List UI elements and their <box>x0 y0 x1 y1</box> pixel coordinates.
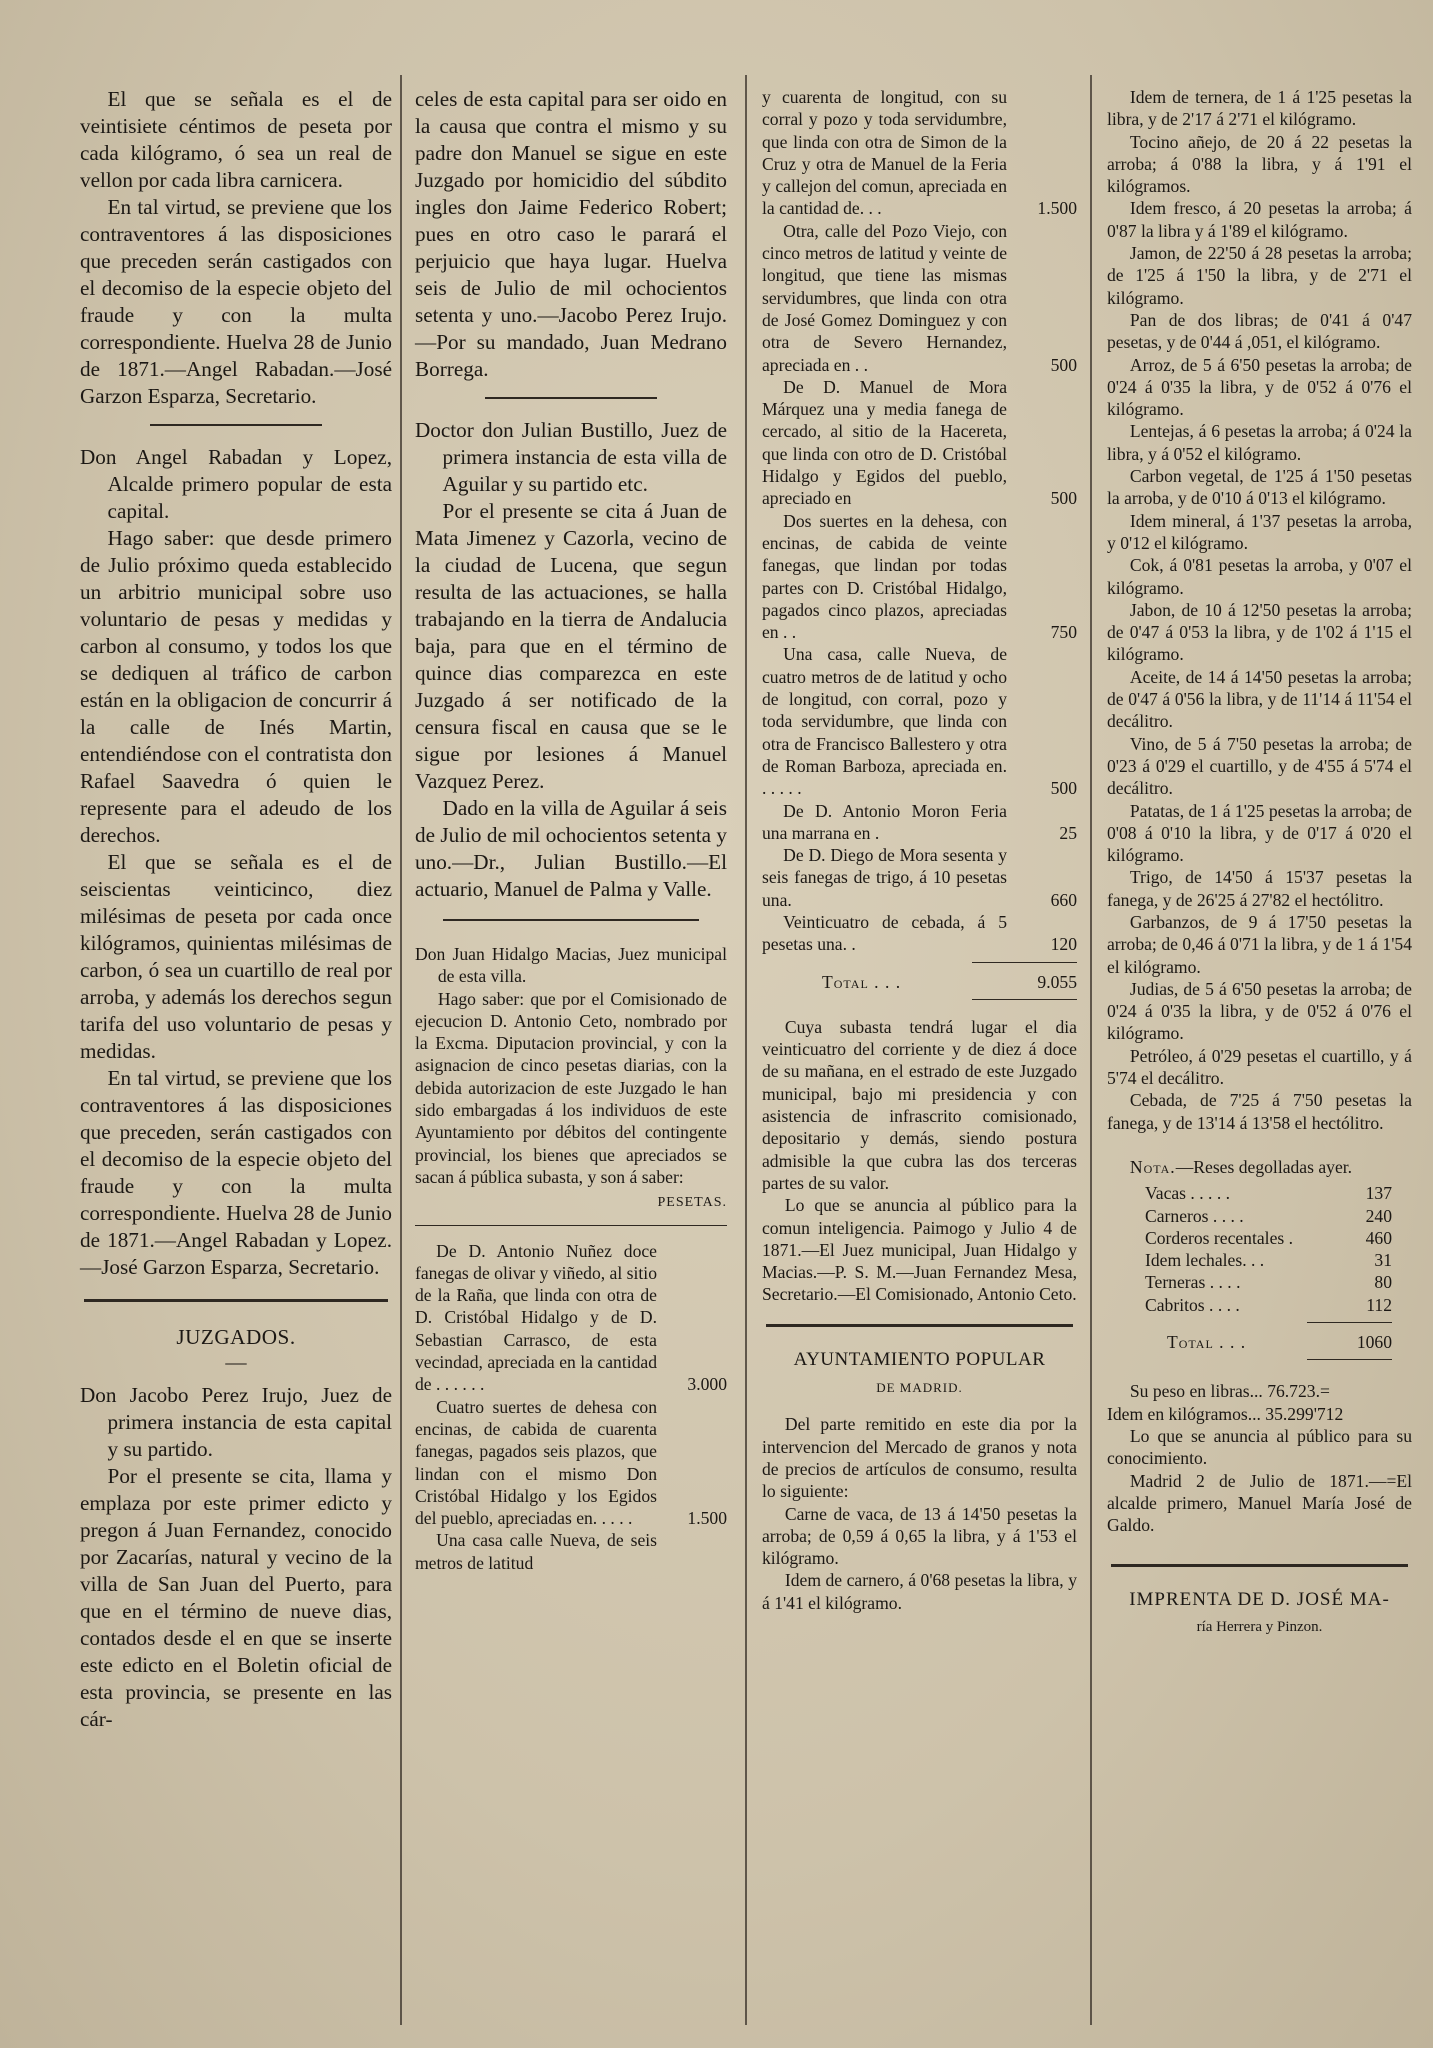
row-value: 240 <box>1365 1205 1392 1226</box>
list-item <box>415 1529 727 1574</box>
row-value: 80 <box>1374 1272 1392 1293</box>
item-amount: 750 <box>1050 622 1077 643</box>
section-divider <box>84 1299 388 1302</box>
heading-dash: — <box>225 1350 247 1374</box>
column-2 <box>415 86 727 1574</box>
list-item <box>762 220 1077 376</box>
price-item: Aceite, de 14 á 14'50 pesetas la arroba; de 0'47 á 0'56 la libra, y de 11'14 á 11'54 el decálitro. <box>1107 666 1412 732</box>
item-description: Una casa, calle Nueva, de cuatro metros de de latitud y ocho de longitud, con corral, pozo y toda servidumbre, que linda con otra de Francisco Ballestero y otra de Roman Barboza, apreciada en. . . . . . <box>762 644 1007 799</box>
price-item: Idem fresco, á 20 pesetas la arroba; á 0'87 la libra y á 1'89 el kilógramo. <box>1107 198 1412 241</box>
item-description: De D. Diego de Mora sesenta y seis fanegas de trigo, á 10 pesetas una. <box>762 845 1007 910</box>
total-value: 1060 <box>1356 1332 1392 1353</box>
table-row <box>1107 1205 1412 1227</box>
table-rule <box>415 1225 727 1226</box>
list-item <box>762 510 1077 644</box>
item-description: Dos suertes en la dehesa, con encinas, de cabida de veinte fanegas, que lindan por todas partes con D. Cristóbal Hidalgo, pagados cinco plazos, apreciadas en . . <box>762 510 1007 643</box>
printer-imprint-continued: ría Herrera y Pinzon. <box>1196 1618 1323 1635</box>
item-description: De D. Manuel de Mora Márquez una y media fanega de cercado, al sitio de la Hacereta, que linda con otro de D. Cristóbal Hidalgo y Egidos del pueblo, apreciado en <box>762 376 1007 509</box>
list-item <box>762 643 1077 799</box>
total-label: Total . . . <box>1167 1332 1247 1353</box>
item-amount: 120 <box>1050 934 1077 955</box>
price-item: Judias, de 5 á 6'50 pesetas la arroba; de 0'24 á 0'35 la libra, y de 0'52 á 0'76 el kilógramo. <box>1107 978 1412 1044</box>
column-rule <box>400 75 402 2025</box>
item-description: Cuatro suertes de dehesa con encinas, de cabida de cuarenta fanegas, pagados seis plazos, que lindan con el mismo Don Cristóbal Hidalgo y los Egidos del pueblo, apreciadas en. . . . . <box>415 1396 657 1529</box>
item-description: Veinticuatro de cebada, á 5 pesetas una. . <box>762 911 1007 955</box>
total-value: 9.055 <box>1037 971 1077 992</box>
row-value: 137 <box>1365 1183 1392 1204</box>
nota-table <box>1107 1182 1412 1316</box>
column-1 <box>80 86 392 1733</box>
nota-block <box>1107 1156 1412 1360</box>
section-divider <box>150 424 322 426</box>
price-item: Trigo, de 14'50 á 15'37 pesetas la fanega, y de 26'25 á 27'82 el hectólitro. <box>1107 867 1412 910</box>
paragraph: Madrid 2 de Julio de 1871.—=El alcalde primero, Manuel María José de Galdo. <box>1107 1470 1412 1536</box>
price-item: Jabon, de 10 á 12'50 pesetas la arroba; de 0'47 á 0'53 la libra, y de 1'02 á 1'15 el kilógramo. <box>1107 599 1412 665</box>
row-value: 460 <box>1365 1227 1392 1248</box>
price-item: Lentejas, á 6 pesetas la arroba; á 0'24 la libra, y á 0'52 el kilógramo. <box>1107 421 1412 464</box>
item-description: Otra, calle del Pozo Viejo, con cinco metros de latitud y veinte de longitud, que tiene las mismas servidumbres, que linda con otra de José Gomez Dominguez y con otra de Severo Hernandez, apreciada en . . <box>762 220 1007 375</box>
paragraph: Idem de carnero, á 0'68 pesetas la libra, y á 1'41 el kilógramo. <box>762 1570 1077 1613</box>
list-item <box>415 1240 727 1396</box>
weight-line: Idem en kilógramos... 35.299'712 <box>1107 1403 1344 1424</box>
price-item: Patatas, de 1 á 1'25 pesetas la arroba; de 0'08 á 0'10 la libra, y de 0'17 á 0'20 el kilógramo. <box>1107 800 1412 866</box>
section-divider <box>766 1324 1073 1327</box>
price-item: Cok, á 0'81 pesetas la arroba, y 0'07 el kilógramo. <box>1107 555 1412 598</box>
item-description: De D. Antonio Nuñez doce fanegas de olivar y viñedo, al sitio de la Raña, que linda con otra de D. Cristóbal Hidalgo y de D. Sebastian Carrasco, de esta vecindad, apreciada en la cantidad de . . . . . . <box>415 1240 657 1395</box>
item-description: y cuarenta de longitud, con su corral y pozo y toda servidumbre, que linda con otra de Simon de la Cruz y otra de Manuel de la Feria y callejon del comun, apreciada en la cantidad de. . . <box>762 87 1007 219</box>
section-divider <box>485 397 657 399</box>
printer-imprint: IMPRENTA DE D. JOSÉ MA- <box>1129 1589 1390 1611</box>
currency-label: PESETAS. <box>657 1195 727 1211</box>
price-item: Petróleo, á 0'29 pesetas el cuartillo, y á 5'74 el decálitro. <box>1107 1045 1412 1089</box>
price-item: Pan de dos libras; de 0'41 á 0'47 pesetas, y de 0'44 á ,051, el kilógramo. <box>1107 309 1412 353</box>
column-3 <box>762 86 1077 1614</box>
nota-label: Nota. <box>1129 1156 1176 1177</box>
paragraph: Lo que se anuncia al público para su conocimiento. <box>1107 1425 1412 1469</box>
paragraph: Del parte remitido en este dia por la intervencion del Mercado de granos y nota de precios de artículos de consumo, resulta lo siguiente: <box>762 1414 1077 1502</box>
total-label: Total . . . <box>822 971 902 992</box>
price-item: Garbanzos, de 9 á 17'50 pesetas la arroba; de 0,46 á 0'71 la libra, y de 1 á 1'54 el kilógramo. <box>1107 911 1412 977</box>
list-item <box>415 1396 727 1530</box>
price-item: Idem mineral, á 1'37 pesetas la arroba, y 0'12 el kilógramo. <box>1107 510 1412 553</box>
row-label: Carneros . . . . <box>1145 1205 1244 1226</box>
item-amount: 500 <box>1050 354 1077 375</box>
section-divider <box>443 919 699 921</box>
price-item: Idem de ternera, de 1 á 1'25 pesetas la libra, y de 2'17 á 2'71 el kilógramo. <box>1107 87 1412 130</box>
price-item: Cebada, de 7'25 á 7'50 pesetas la fanega, y de 13'14 á 13'58 el hectólitro. <box>1107 1090 1412 1133</box>
price-item: Carbon vegetal, de 1'25 á 1'50 pesetas la arroba, y de 0'10 á 0'13 el kilógramo. <box>1107 466 1412 509</box>
nota-heading <box>1107 1156 1412 1178</box>
paragraph: Dado en la villa de Aguilar á seis de Julio de mil ochocientos setenta y uno.—Dr., Julian Bustillo.—El actuario, Manuel de Palma y Valle. <box>415 796 727 901</box>
total-rule <box>1307 1359 1392 1360</box>
paragraph: Por el presente se cita á Juan de Mata Jimenez y Cazorla, vecino de la ciudad de Lucena, que segun resulta de las actuaciones, se halla trabajando en la tierra de Andalucia baja, para que en el término de quince dias comparezca en este Juzgado á ser notificado de la censura fiscal en causa que se le sigue por lesiones á Manuel Vazquez Perez. <box>415 499 727 793</box>
table-row <box>1107 1294 1412 1316</box>
notice-heading: Don Angel Rabadan y Lopez, Alcalde primero popular de esta capital. <box>80 445 392 523</box>
item-amount: 1.500 <box>687 1508 727 1529</box>
notice-heading: Doctor don Julian Bustillo, Juez de primera instancia de esta villa de Aguilar y su partido etc. <box>415 418 727 496</box>
total-rule <box>972 999 1077 1000</box>
price-item: Arroz, de 5 á 6'50 pesetas la arroba; de 0'24 á 0'35 la libra, y de 0'52 á 0'76 el kilógramo. <box>1107 354 1412 420</box>
list-item <box>762 911 1077 956</box>
item-amount: 500 <box>1050 778 1077 799</box>
paragraph: Carne de vaca, de 13 á 14'50 pesetas la arroba; de 0,59 á 0,65 la libra, y á 1'53 el kilógramo. <box>762 1503 1077 1569</box>
list-item <box>762 844 1077 911</box>
item-description: De D. Antonio Moron Feria una marrana en . <box>762 800 1007 843</box>
price-item: Jamon, de 22'50 á 28 pesetas la arroba; de 1'25 á 1'50 la libra, y de 2'71 el kilógramo. <box>1107 243 1412 308</box>
column-4 <box>1107 86 1412 1638</box>
section-heading-juzgados: JUZGADOS. <box>176 1325 296 1349</box>
table-row <box>1107 1227 1412 1249</box>
column-rule <box>745 75 747 2025</box>
list-item <box>762 86 1077 220</box>
paragraph: El que se señala es el de veintisiete céntimos de peseta por cada kilógramo, ó sea un real de vellon por cada libra carnicera. <box>80 87 392 192</box>
item-amount: 660 <box>1050 889 1077 910</box>
weight-line: Su peso en libras... 76.723.= <box>1129 1381 1330 1402</box>
item-amount: 500 <box>1050 488 1077 509</box>
paragraph: Lo que se anuncia al público para la comun inteligencia. Paimogo y Julio 4 de 1871.—El Juez municipal, Juan Hidalgo y Macias.—P. S. M.—Juan Fernandez Mesa, Secretario.—El Comisionado, Antonio Ceto. <box>762 1195 1077 1305</box>
total-row <box>762 971 1077 993</box>
notice-heading: Don Juan Hidalgo Macias, Juez municipal de esta villa. <box>415 944 727 987</box>
total-rule <box>972 962 1077 963</box>
row-label: Cabritos . . . . <box>1145 1294 1240 1315</box>
item-amount: 3.000 <box>687 1374 727 1395</box>
total-row <box>1107 1331 1412 1353</box>
item-description: Una casa calle Nueva, de seis metros de latitud <box>415 1530 657 1573</box>
paragraph: En tal virtud, se previene que los contraventores á las disposiciones que preceden serán castigados con el decomiso de la especie objeto del fraude y con la multa correspondiente. Huelva 28 de Junio de 1871.—Angel Rabadan.—José Garzon Esparza, Secretario. <box>80 195 392 408</box>
list-item <box>762 376 1077 510</box>
paragraph: Hago saber: que desde primero de Julio próximo queda establecido un arbitrio municipal sobre uso voluntario de pesas y medidas y carbon al consumo, y todos los que se dediquen al tráfico de carbon están en la obligacion de concurrir á la calle de Inés Martin, entendiéndose con el contratista don Rafael Saavedra ó quien le represente para el adeudo de los derechos. <box>80 526 392 847</box>
section-heading-ayuntamiento: AYUNTAMIENTO POPULAR <box>793 1348 1046 1370</box>
table-row <box>1107 1182 1412 1204</box>
row-label: Terneras . . . . <box>1145 1272 1241 1293</box>
section-subheading: DE MADRID. <box>876 1380 963 1396</box>
price-item: Tocino añejo, de 20 á 22 pesetas la arroba; á 0'88 la libra, y á 1'91 el kilógramos. <box>1107 131 1412 197</box>
section-divider <box>1111 1564 1408 1567</box>
paragraph: celes de esta capital para ser oido en la causa que contra el mismo y su padre don Manuel se sigue en este Juzgado por homicidio del súbdito ingles don Jaime Federico Robert; pues en otro caso le parará el perjuicio que haya lugar. Huelva seis de Julio de mil ochocientos setenta y uno.—Jacobo Perez Irujo.—Por su mandado, Juan Medrano Borrega. <box>415 87 727 381</box>
table-row <box>1107 1271 1412 1293</box>
item-amount: 25 <box>1059 822 1077 843</box>
paragraph: El que se señala es el de seiscientas veinticinco, diez milésimas de peseta por cada once kilógramos, quinientas milésimas de carbon, ó sea un cuartillo de real por arroba, y además los derechos segun tarifa del uso voluntario de pesas y medidas. <box>80 850 392 1063</box>
notice-heading: Don Jacobo Perez Irujo, Juez de primera instancia de esta capital y su partido. <box>80 1383 392 1461</box>
column-rule <box>1090 75 1092 2025</box>
price-item: Vino, de 5 á 7'50 pesetas la arroba; de 0'23 á 0'29 el cuartillo, y de 4'55 á 5'74 el decálitro. <box>1107 733 1412 799</box>
table-row <box>1107 1249 1412 1271</box>
row-label: Idem lechales. . . <box>1145 1250 1265 1271</box>
list-item <box>762 800 1077 845</box>
paragraph: Por el presente se cita, llama y emplaza por este primer edicto y pregon á Juan Fernandez, conocido por Zacarías, natural y vecino de la villa de San Juan del Puerto, para que en el término de nueve dias, contados desde el en que se inserte este edicto en el Boletin oficial de esta provincia, se presente en las cár- <box>80 1464 392 1731</box>
nota-text: —Reses degolladas ayer. <box>1175 1156 1353 1177</box>
paragraph: Hago saber: que por el Comisionado de ejecucion D. Antonio Ceto, nombrado por la Excma. Diputacion provincial, y con la asignacion de cinco pesetas diarias, con la debida autorizacion de este Juzgado le han sido embargadas á los individuos de este Ayuntamiento por débitos del contingente provincial, los bienes que apreciados se sacan á pública subasta, y son á saber: <box>415 988 727 1187</box>
row-value: 112 <box>1366 1294 1392 1315</box>
paragraph: En tal virtud, se previene que los contraventores á las disposiciones que preceden, serán castigados con el decomiso de la especie objeto del fraude y con la multa correspondiente. Huelva 28 de Junio de 1871.—Angel Rabadan y Lopez.—José Garzon Esparza, Secretario. <box>80 1066 392 1279</box>
item-amount: 1.500 <box>1037 198 1077 219</box>
paragraph: Cuya subasta tendrá lugar el dia veinticuatro del corriente y de diez á doce de su mañana, en el estrado de este Juzgado municipal, bajo mi presidencia y con asistencia de infrascrito comisionado, depositario y demás, siendo postura admisible la que cubra las dos terceras partes de su valor. <box>762 1016 1077 1193</box>
row-value: 31 <box>1374 1250 1392 1271</box>
row-label: Vacas . . . . . <box>1145 1183 1231 1204</box>
row-label: Corderos recentales . <box>1145 1227 1294 1248</box>
total-rule <box>1307 1322 1392 1323</box>
